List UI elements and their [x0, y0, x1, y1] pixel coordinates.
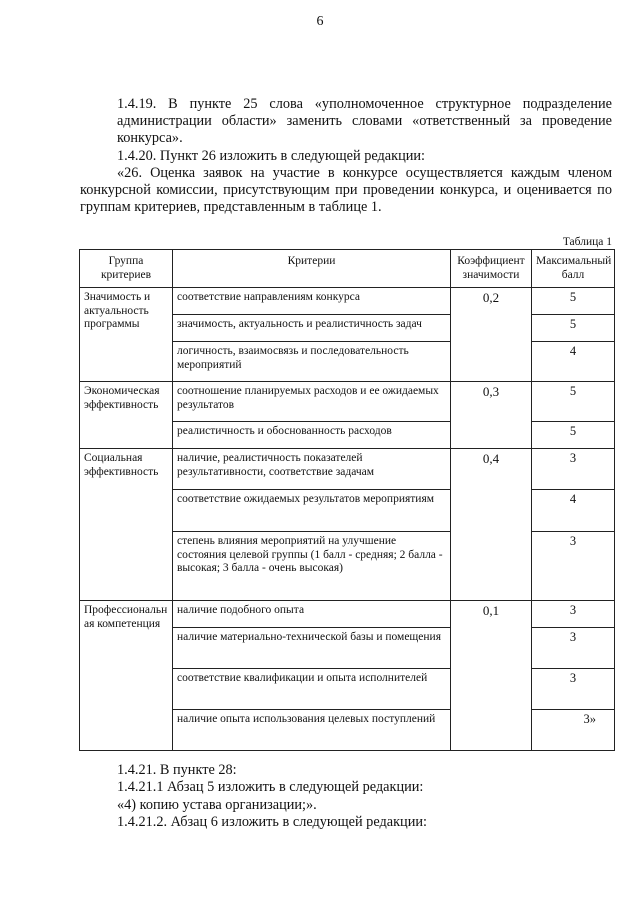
criterion-text: соотношение планируемых расходов и ее ожидаемых результатов	[173, 382, 451, 422]
group-name: Профессиональная компетенция	[80, 601, 173, 751]
score-value: 5	[532, 288, 615, 315]
table-row	[80, 449, 615, 490]
paragraph-charter-copy: «4) копию устава организации;».	[117, 797, 317, 813]
table-caption: Таблица 1	[562, 236, 612, 248]
criterion-text: соответствие направлениям конкурса	[173, 288, 451, 315]
paragraph-26: «26. Оценка заявок на участие в конкурсе осуществляется каждым членом конкурсной комиссии, присутствующим при проведении конкурса, и оценивается по группам критериев, представленным в таблице 1.	[80, 165, 612, 215]
criteria-table	[79, 249, 615, 751]
criterion-text: соответствие ожидаемых результатов мероприятиям	[173, 490, 451, 532]
header-group: Группа критериев	[80, 250, 173, 288]
header-coefficient: Коэффициент значимости	[451, 250, 532, 288]
criterion-text: наличие, реалистичность показателей результативности, соответствие задачам	[173, 449, 451, 490]
criterion-text: соответствие квалификации и опыта исполнителей	[173, 669, 451, 710]
header-max-score: Максимальный балл	[532, 250, 615, 288]
score-value: 5	[532, 382, 615, 422]
paragraph-1-4-19: 1.4.19. В пункте 25 слова «уполномоченное структурное подразделение администрации области» заменить словами «ответственный за проведение конкурса».	[117, 96, 612, 146]
paragraph-1-4-20: 1.4.20. Пункт 26 изложить в следующей редакции:	[117, 148, 426, 164]
paragraph-1-4-21-2: 1.4.21.2. Абзац 6 изложить в следующей редакции:	[117, 814, 427, 830]
score-value: 3»	[532, 710, 615, 751]
table-row	[80, 382, 615, 422]
criterion-text: степень влияния мероприятий на улучшение состояния целевой группы (1 балл - средняя; 2 балла - высокая; 3 балла - очень высокая)	[173, 532, 451, 601]
criterion-text: наличие материально-технической базы и помещения	[173, 628, 451, 669]
score-value: 3	[532, 669, 615, 710]
criterion-text: наличие подобного опыта	[173, 601, 451, 628]
group-name: Социальная эффективность	[80, 449, 173, 601]
score-value: 3	[532, 532, 615, 601]
criterion-text: реалистичность и обоснованность расходов	[173, 422, 451, 449]
table-row	[80, 601, 615, 628]
score-value: 5	[532, 315, 615, 342]
group-name: Значимость и актуальность программы	[80, 288, 173, 382]
score-value: 4	[532, 342, 615, 382]
paragraph-1-4-21: 1.4.21. В пункте 28:	[117, 762, 237, 778]
criterion-text: наличие опыта использования целевых поступлений	[173, 710, 451, 751]
score-value: 3	[532, 628, 615, 669]
criterion-text: значимость, актуальность и реалистичность задач	[173, 315, 451, 342]
coefficient-value: 0,4	[451, 449, 532, 601]
page-number: 6	[316, 14, 324, 29]
coefficient-value: 0,3	[451, 382, 532, 449]
paragraph-1-4-21-1: 1.4.21.1 Абзац 5 изложить в следующей редакции:	[117, 779, 424, 795]
score-value: 5	[532, 422, 615, 449]
score-value: 3	[532, 601, 615, 628]
coefficient-value: 0,1	[451, 601, 532, 751]
criterion-text: логичность, взаимосвязь и последовательность мероприятий	[173, 342, 451, 382]
score-value: 4	[532, 490, 615, 532]
coefficient-value: 0,2	[451, 288, 532, 382]
score-value: 3	[532, 449, 615, 490]
table-row	[80, 288, 615, 315]
group-name: Экономическая эффективность	[80, 382, 173, 449]
header-criteria: Критерии	[173, 250, 451, 288]
